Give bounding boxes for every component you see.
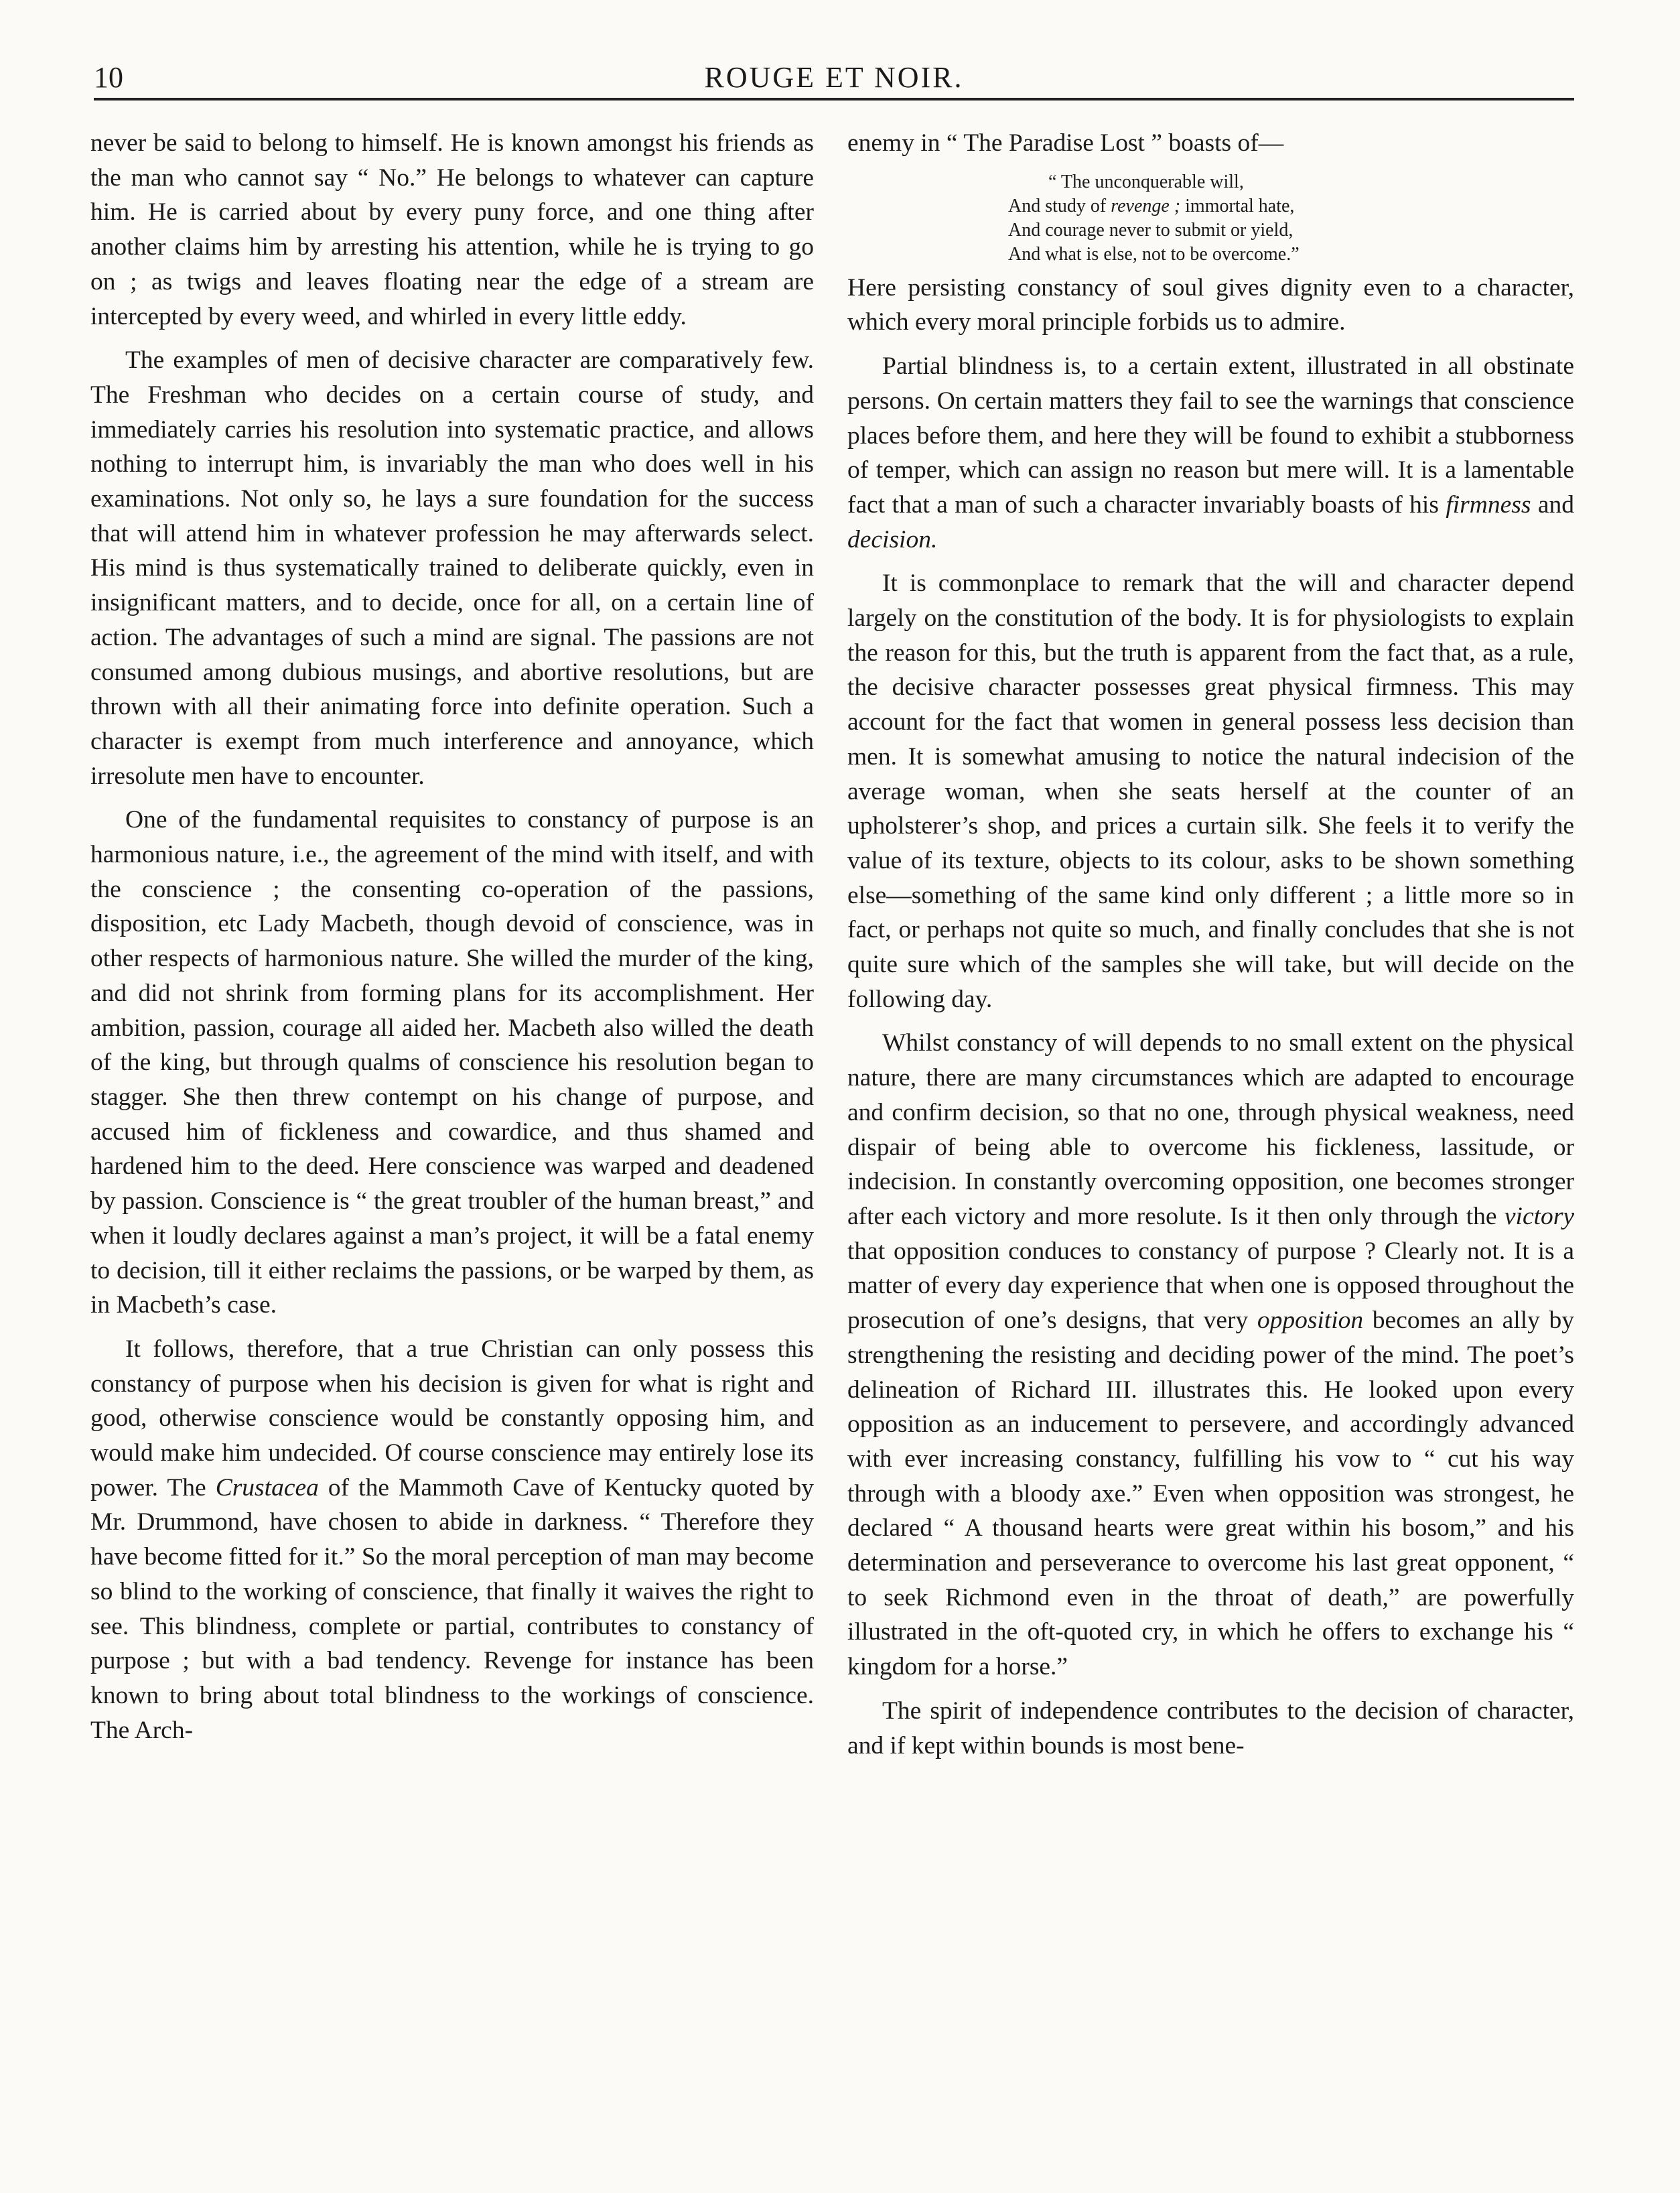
page-number: 10: [94, 61, 123, 94]
italic-term: firmness: [1446, 490, 1531, 519]
paragraph: The spirit of independence contributes to the decision of character, and if kept within bounds is most bene-: [847, 1697, 1574, 1759]
paragraph: The examples of men of decisive character are comparatively few. The Freshman who decides on a certain course of study, and immediately carries his resolution into systematic practice, and allows nothing to interrupt him, is invariably the man who does well in his examinations. Not only so, he lays a sure foundation for the success that will attend him in whatever profession he may afterwards select. His mind is thus systematically trained to deliberate quickly, even in insignificant matters, and to decide, once for all, on a certain line of action. The advantages of such a mind are signal. The passions are not consumed among dubious musings, and abortive resolutions, but are thrown with all their animating force into definite operation. Such a character is exempt from much interference and annoyance, which irresolute men have to encounter.: [90, 346, 814, 790]
header-rule: [94, 98, 1574, 101]
text-run: Partial blindness is, to a certain extent, illustrated in all obstinate persons. On certain matters they fail to see the warnings that conscience places before them, and here they will be found to exhibit a stubborness of temper, which can assign no reason but mere will. It is a lamentable fact that a man of such a character invariably boasts of his: [847, 352, 1574, 519]
verse-quote: [1008, 170, 1574, 267]
italic-term: Crustacea: [215, 1473, 319, 1502]
verse-line: And what is else, not to be overcome.”: [1008, 243, 1300, 265]
verse-line: [1008, 194, 1574, 218]
paragraph: [847, 349, 1574, 557]
paragraph: [847, 1026, 1574, 1684]
page-header: [94, 60, 1574, 101]
italic-term: decision.: [847, 525, 938, 553]
right-column: [847, 126, 1574, 1772]
paragraph: Here persisting constancy of soul gives dignity even to a character, which every moral principle forbids us to admire.: [847, 273, 1574, 336]
text-run: of the Mammoth Cave of Kentucky quoted by Mr. Drummond, have chosen to abide in darkness. “ Therefore they have become fitted for it.” So the moral perception of man may become so blind to the working of conscience, that finally it waives the right to see. This blindness, complete or partial, contributes to constancy of purpose ; but with a bad tendency. Revenge for instance has been known to bring about total blindness to the workings of conscience. The Arch-: [90, 1473, 814, 1744]
text-run: It follows, therefore, that a true Christian can only possess this constancy of purpose when his decision is given for what is right and good, otherwise conscience would be constantly opposing him, and would make him undecided. Of course conscience may entirely lose its power. The: [90, 1335, 814, 1502]
text-run: immortal hate,: [1180, 195, 1295, 216]
text-run: And study of: [1008, 195, 1111, 216]
paragraph: One of the fundamental requisites to constancy of purpose is an harmonious nature, i.e., the agreement of the mind with itself, and with the conscience ; the consenting co-operation of the passions, disposition, etc Lady Macbeth, though devoid of conscience, was in other respects of harmonious nature. She willed the murder of the king, and did not shrink from forming plans for its accomplishment. Her ambition, passion, courage all aided her. Macbeth also willed the death of the king, but through qualms of conscience his resolution began to stagger. She then threw contempt on his change of purpose, and accused him of fickleness and cowardice, and thus shamed and hardened him to the deed. Here conscience was warped and deadened by passion. Conscience is “ the great troubler of the human breast,” and when it loudly declares against a man’s project, it will be a fatal enemy to decision, till it either reclaims the passions, or be warped by them, as in Macbeth’s case.: [90, 806, 814, 1319]
paragraph: It is commonplace to remark that the will and character depend largely on the constitution of the body. It is for physiologists to explain the reason for this, but the truth is apparent from the fact that, as a rule, the decisive character possesses great physical firmness. This may account for the fact that women in general possess less decision than men. It is somewhat amusing to notice the natural indecision of the average woman, when she seats herself at the counter of an upholsterer’s shop, and prices a curtain silk. She feels it to verify the value of its texture, objects to its colour, asks to be shown something else—something of the same kind only different ; a little more so in fact, or perhaps not quite so much, and finally concludes that she is not quite sure which of the samples she will take, but will decide on the following day.: [847, 570, 1574, 1013]
verse-line: “ The unconquerable will,: [1048, 171, 1244, 192]
text-run: becomes an ally by strengthening the resisting and deciding power of the mind. The poet’s delineation of Richard III. illustrates this. He looked upon every opposition as an inducement to persevere, and accordingly advanced with ever increasing constancy, fulfilling his vow to “ cut his way through with a bloody axe.” Even when opposition was strongest, he declared “ A thousand hearts were great within his bosom,” and his determination and perseverance to overcome his last great opponent, “ to seek Richmond even in the throat of death,” are powerfully illustrated in the oft-quoted cry, in which he offers to exchange his “ kingdom for a horse.”: [847, 1307, 1574, 1681]
italic-term: revenge ;: [1111, 195, 1181, 216]
paragraph: enemy in “ The Paradise Lost ” boasts of—: [847, 129, 1284, 157]
verse-line: And courage never to submit or yield,: [1008, 219, 1293, 241]
paragraph: never be said to belong to himself. He is known amongst his friends as the man who cannot say “ No.” He belongs to whatever can capture him. He is carried about by every puny force, and one thing after another claims him by arresting his attention, while he is trying to go on ; as twigs and leaves floating near the edge of a stream are intercepted by every weed, and whirled in every little eddy.: [90, 129, 814, 330]
running-title: ROUGE ET NOIR.: [704, 61, 964, 94]
text-run: that opposition conduces to constancy of purpose ? Clearly not. It is a matter of every day experience that when one is opposed throughout the prosecution of one’s designs, that very: [847, 1237, 1574, 1335]
paragraph: [90, 1332, 814, 1747]
text-run: and: [1531, 490, 1574, 519]
text-run: Whilst constancy of will depends to no small extent on the physical nature, there are many circumstances which are adapted to encourage and confirm decision, so that no one, through physical weakness, need dispair of being able to overcome his fickleness, lassitude, or indecision. In constantly overcoming opposition, one becomes stronger after each victory and more resolute. Is it then only through the: [847, 1029, 1574, 1230]
left-column: [90, 126, 814, 1757]
italic-term: victory: [1504, 1202, 1574, 1230]
italic-term: opposition: [1257, 1307, 1364, 1335]
